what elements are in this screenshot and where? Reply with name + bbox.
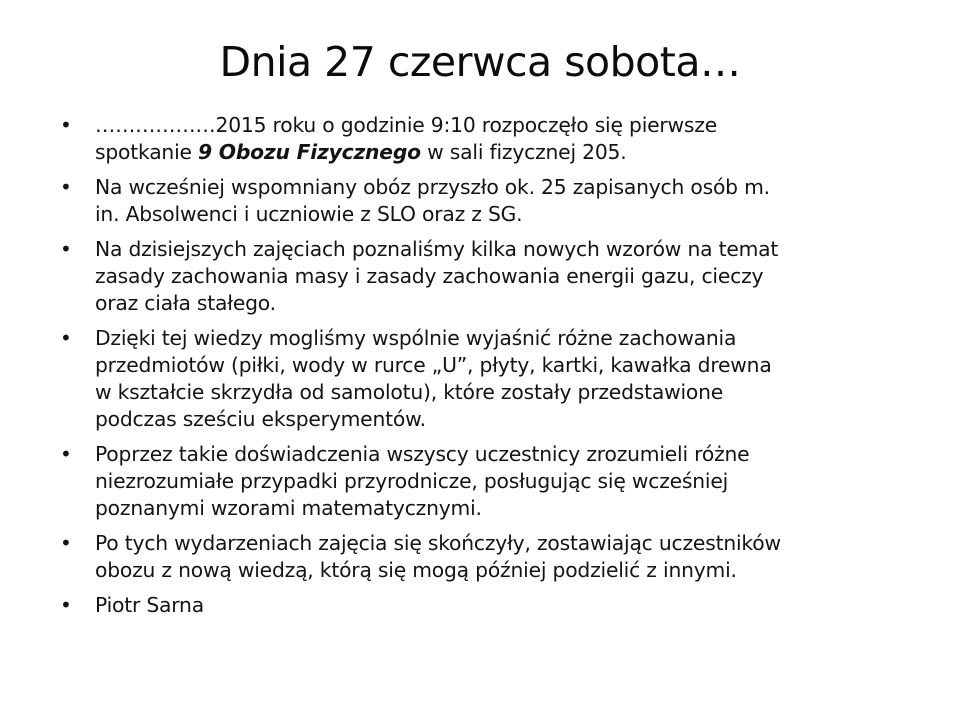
bullet-item-attendance — [0, 174, 960, 228]
bullet-line: in. Absolwenci i uczniowie z SLO oraz z SG. — [95, 202, 523, 226]
bullet-item-conclusion — [0, 530, 960, 584]
bullet-line: poznanymi wzorami matematycznymi. — [95, 496, 482, 520]
bullet-icon: • — [60, 326, 72, 350]
bullet-item-experiments — [0, 325, 960, 433]
bullet-icon: • — [60, 113, 72, 137]
bullet-icon: • — [60, 593, 72, 617]
camp-name-emphasis: 9 Obozu Fizycznego — [198, 140, 421, 164]
bullet-icon: • — [60, 237, 72, 261]
bullet-line: Poprzez takie doświadczenia wszyscy uczestnicy zrozumieli różne — [95, 442, 750, 466]
bullet-icon: • — [60, 175, 72, 199]
text-run: spotkanie — [95, 140, 199, 164]
bullet-icon: • — [60, 531, 72, 555]
bullet-item-understanding — [0, 441, 960, 522]
bullet-line: przedmiotów (piłki, wody w rurce „U”, płyty, kartki, kawałka drewna — [95, 353, 772, 377]
text-run: ………………2015 roku o godzinie 9:10 rozpoczęło się pierwsze — [95, 113, 718, 137]
text-run: w sali fizycznej 205. — [420, 140, 627, 164]
bullet-line: podczas sześciu eksperymentów. — [95, 407, 426, 431]
bullet-line: w kształcie skrzydła od samolotu), które zostały przedstawione — [95, 380, 724, 404]
bullet-line: niezrozumiałe przypadki przyrodnicze, posługując się wcześniej — [95, 469, 729, 493]
bullet-line: Na wcześniej wspomniany obóz przyszło ok. 25 zapisanych osób m. — [95, 175, 770, 199]
author-name: Piotr Sarna — [95, 593, 204, 617]
bullet-line: Dzięki tej wiedzy mogliśmy wspólnie wyjaśnić różne zachowania — [95, 326, 737, 350]
bullet-item-author — [0, 592, 960, 619]
bullet-line — [95, 139, 920, 166]
bullet-line: oraz ciała stałego. — [95, 291, 276, 315]
bullet-line: zasady zachowania masy i zasady zachowania energii gazu, cieczy — [95, 264, 764, 288]
bullet-icon: • — [60, 442, 72, 466]
bullet-item-meeting-start — [0, 112, 960, 166]
bullet-item-formulas — [0, 236, 960, 317]
bullet-line: obozu z nową wiedzą, którą się mogą później podzielić z innymi. — [95, 558, 737, 582]
slide-title: Dnia 27 czerwca sobota… — [219, 38, 741, 86]
bullet-line: Po tych wydarzeniach zajęcia się skończyły, zostawiając uczestników — [95, 531, 781, 555]
bullet-line: Na dzisiejszych zajęciach poznaliśmy kilka nowych wzorów na temat — [95, 237, 779, 261]
bullet-list — [0, 112, 960, 627]
bullet-line — [95, 112, 920, 139]
